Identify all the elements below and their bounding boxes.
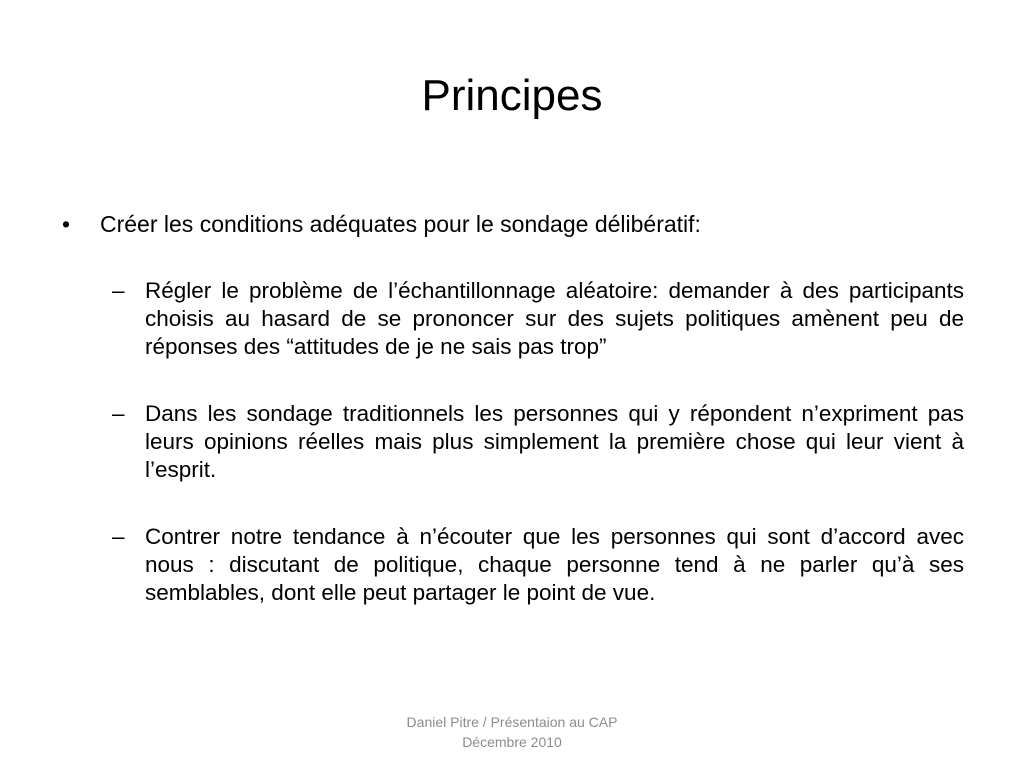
- sub-bullet-text: Dans les sondage traditionnels les personnes qui y répondent n’expriment pas leurs opinions réelles mais plus simplement la première chose qui leur vient à l’esprit.: [145, 401, 964, 482]
- footer-date: Décembre 2010: [462, 734, 562, 750]
- slide-title: Principes: [421, 71, 603, 120]
- slide-footer: [312, 712, 712, 752]
- bullet-item: [58, 208, 978, 240]
- bullet-text: Créer les conditions adéquates pour le sondage délibératif:: [100, 211, 701, 237]
- dash-marker: –: [112, 401, 125, 426]
- sub-bullet-item: [112, 523, 964, 607]
- sub-bullet-text: Contrer notre tendance à n’écouter que les personnes qui sont d’accord avec nous : discutant de politique, chaque personne tend à ne parler qu’à ses semblables, dont elle peut partager le point de vue.: [145, 524, 964, 605]
- footer-author: Daniel Pitre / Présentaion au CAP: [406, 714, 618, 730]
- sub-bullet-list: [112, 277, 964, 646]
- bullet-marker: •: [62, 211, 71, 237]
- sub-bullet-text: Régler le problème de l’échantillonnage aléatoire: demander à des participants choisis au hasard de se prononcer sur des sujets politiques amènent peu de réponses des “attitudes de je ne sais pas trop”: [145, 278, 964, 359]
- dash-marker: –: [112, 278, 125, 303]
- sub-bullet-item: [112, 400, 964, 484]
- dash-marker: –: [112, 524, 125, 549]
- sub-bullet-item: [112, 277, 964, 361]
